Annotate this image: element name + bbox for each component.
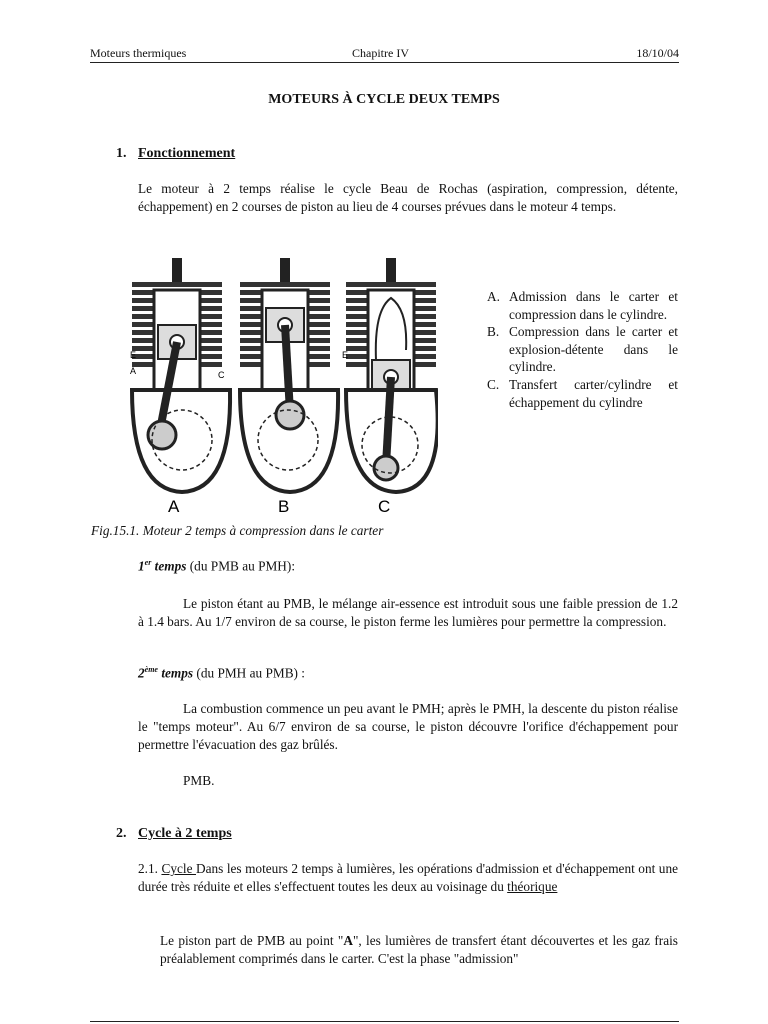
section-2-heading [116, 826, 232, 842]
temps-1-rest: (du PMB au PMH): [186, 558, 296, 574]
section-1-number: 1. [116, 146, 127, 161]
cycle-term: Cycle [161, 861, 196, 876]
section-1-label: Fonctionnement [138, 146, 236, 161]
intro-paragraph: Le moteur à 2 temps réalise le cycle Beau de Rochas (aspiration, compression, détente, échappement) en 2 courses de piston au lieu de 4 courses prévues dans le moteur 4 temps. [138, 181, 678, 214]
temps-2-number: 2 [138, 665, 145, 681]
header-right: 18/10/04 [636, 46, 679, 60]
page-title: MOTEURS À CYCLE DEUX TEMPS [268, 92, 500, 107]
figure-label-a: A [168, 497, 180, 516]
page-header [90, 46, 679, 63]
temps-2-name: temps [161, 665, 194, 681]
temps-2-rest: (du PMH au PMB) : [193, 665, 306, 681]
figure-caption: Fig.15.1. Moteur 2 temps à compression dans le carter [91, 523, 384, 538]
legend-key: B. [487, 324, 500, 340]
legend-text: Admission dans le carter et compression dans le cylindre. [509, 289, 678, 322]
legend-text: Compression dans le carter et explosion-détente dans le cylindre. [509, 324, 678, 375]
temps-2-heading [138, 665, 305, 681]
cycle-paragraph [138, 860, 678, 896]
temps-1-number: 1 [138, 558, 145, 574]
engine-a-drawing [130, 258, 230, 516]
temps-1-sup: er [144, 558, 152, 567]
admission-point: A [343, 933, 353, 948]
engine-figure [122, 250, 438, 520]
temps-2-sup: ème [144, 665, 158, 674]
engine-a-label-a: A [130, 366, 137, 376]
section-2-label: Cycle à 2 temps [138, 826, 232, 841]
legend-key: A. [487, 289, 500, 304]
temps-1-name: temps [154, 558, 187, 574]
figure-label-b: B [278, 497, 290, 516]
admission-pre: Le piston part de PMB au point " [160, 933, 344, 948]
legend-key: C. [487, 376, 500, 392]
legend-item [487, 376, 678, 411]
engine-c-drawing [342, 258, 438, 516]
cycle-term-theorique: théorique [507, 879, 558, 894]
engine-c-label-e: E [342, 350, 349, 360]
legend-item [487, 288, 678, 323]
temps-1-heading [138, 558, 295, 574]
header-left: Moteurs thermiques [90, 46, 187, 60]
admission-paragraph [160, 932, 678, 968]
legend-text: Transfert carter/cylindre et échappement du cylindre [509, 376, 678, 410]
section-1-heading [116, 146, 235, 162]
section-2-number: 2. [116, 826, 127, 841]
header-center: Chapitre IV [352, 46, 409, 60]
pmb-line: PMB. [183, 773, 215, 788]
engine-b-drawing [240, 258, 338, 516]
legend-item [487, 323, 678, 376]
footer-rule [90, 1021, 679, 1022]
temps-1-paragraph: Le piston étant au PMB, le mélange air-essence est introduit sous une faible pression de 1.2 à 1.4 bars. Au 1/7 environ de sa course, le piston ferme les lumières pour permettre la compression. [138, 596, 678, 629]
cycle-text: Dans les moteurs 2 temps à lumières, les opérations d'admission et d'échappement ont une durée très réduite et elles s'effectuent toutes les deux au voisinage du [138, 861, 678, 894]
engine-a-label-e: E [130, 350, 137, 360]
engine-a-label-c: C [218, 370, 225, 380]
admission-post: ", les lumières de transfert étant découvertes et les gaz frais préalablement comprimés dans le carter. C'est la phase "admission" [160, 933, 678, 966]
cycle-number: 2.1. [138, 861, 162, 876]
figure-label-c: C [378, 497, 391, 516]
temps-2-paragraph: La combustion commence un peu avant le PMH; après le PMH, la descente du piston réalise le "temps moteur". Au 6/7 environ de sa course, le piston découvre l'orifice d'échappement pour permettre l'évacuation des gaz brûlés. [138, 701, 678, 752]
figure-legend [487, 288, 678, 411]
